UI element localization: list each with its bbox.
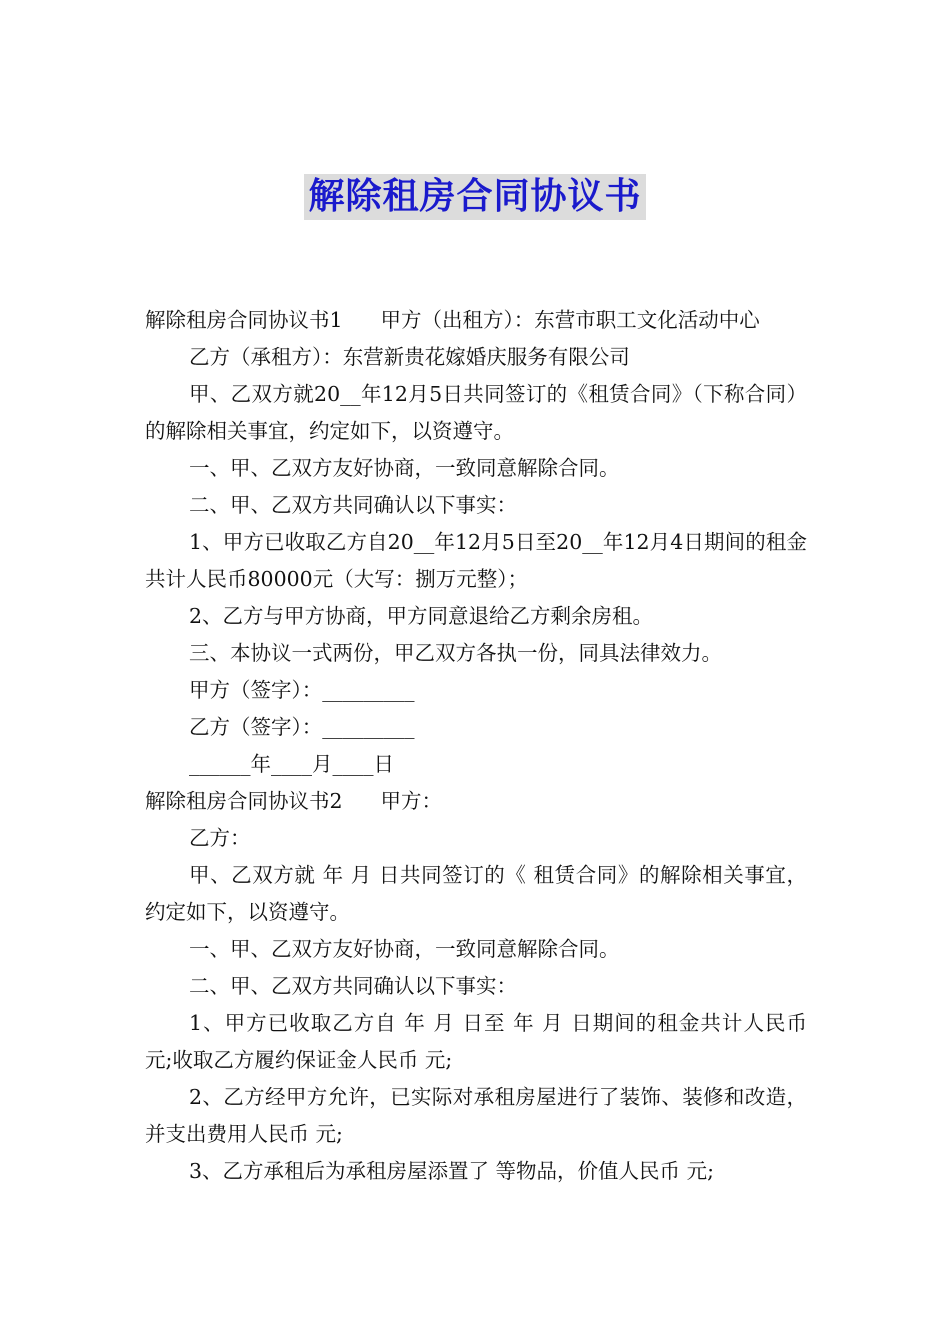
section-heading-2: 解除租房合同协议书2: [145, 789, 343, 813]
signature-date: ______年____月____日: [189, 752, 394, 776]
paragraph-12: [145, 783, 807, 820]
paragraph-19: 3、乙方承租后为承租房屋添置了 等物品，价值人民币 元;: [189, 1159, 714, 1183]
paragraph-1: [145, 302, 807, 339]
paragraph-16: 二、甲、乙双方共同确认以下事实：: [189, 974, 517, 998]
party-a-line-1: 甲方（出租方）：东营市职工文化活动中心: [380, 308, 760, 332]
paragraph-18: 2、乙方经甲方允许，已实际对承租房屋进行了装饰、装修和改造，并支出费用人民币 元;: [145, 1085, 807, 1146]
signature-party-a: 甲方（签字）：_________: [189, 678, 415, 702]
paragraph-3: 甲、乙双方就20__年12月5日共同签订的《租赁合同》（下称合同）的解除相关事宜，约定如下，以资遵守。: [145, 382, 807, 443]
title-container: [0, 174, 950, 220]
paragraph-5: 二、甲、乙双方共同确认以下事实：: [189, 493, 517, 517]
paragraph-8: 三、本协议一式两份，甲乙双方各执一份，同具法律效力。: [189, 641, 722, 665]
paragraph-17: 1、甲方已收取乙方自 年 月 日至 年 月 日期间的租金共计人民币 元;收取乙方履约保证金人民币 元;: [145, 1011, 807, 1072]
paragraph-2: 乙方（承租方）：东营新贵花嫁婚庆服务有限公司: [189, 345, 630, 369]
signature-party-b: 乙方（签字）：_________: [189, 715, 415, 739]
paragraph-7: 2、乙方与甲方协商，甲方同意退给乙方剩余房租。: [189, 604, 654, 628]
party-a-line-2: 甲方：: [380, 789, 443, 813]
paragraph-14: 甲、乙双方就 年 月 日共同签订的《 租赁合同》的解除相关事宜，约定如下，以资遵守。: [145, 863, 807, 924]
paragraph-15: 一、甲、乙双方友好协商，一致同意解除合同。: [189, 937, 620, 961]
section-heading-1: 解除租房合同协议书1: [145, 308, 343, 332]
document-title: 解除租房合同协议书: [304, 174, 645, 220]
paragraph-13: 乙方：: [189, 826, 251, 850]
document-body: [145, 302, 807, 1190]
paragraph-6: 1、甲方已收取乙方自20__年12月5日至20__年12月4日期间的租金共计人民币80000元（大写：捌万元整）；: [145, 530, 807, 591]
paragraph-4: 一、甲、乙双方友好协商，一致同意解除合同。: [189, 456, 620, 480]
